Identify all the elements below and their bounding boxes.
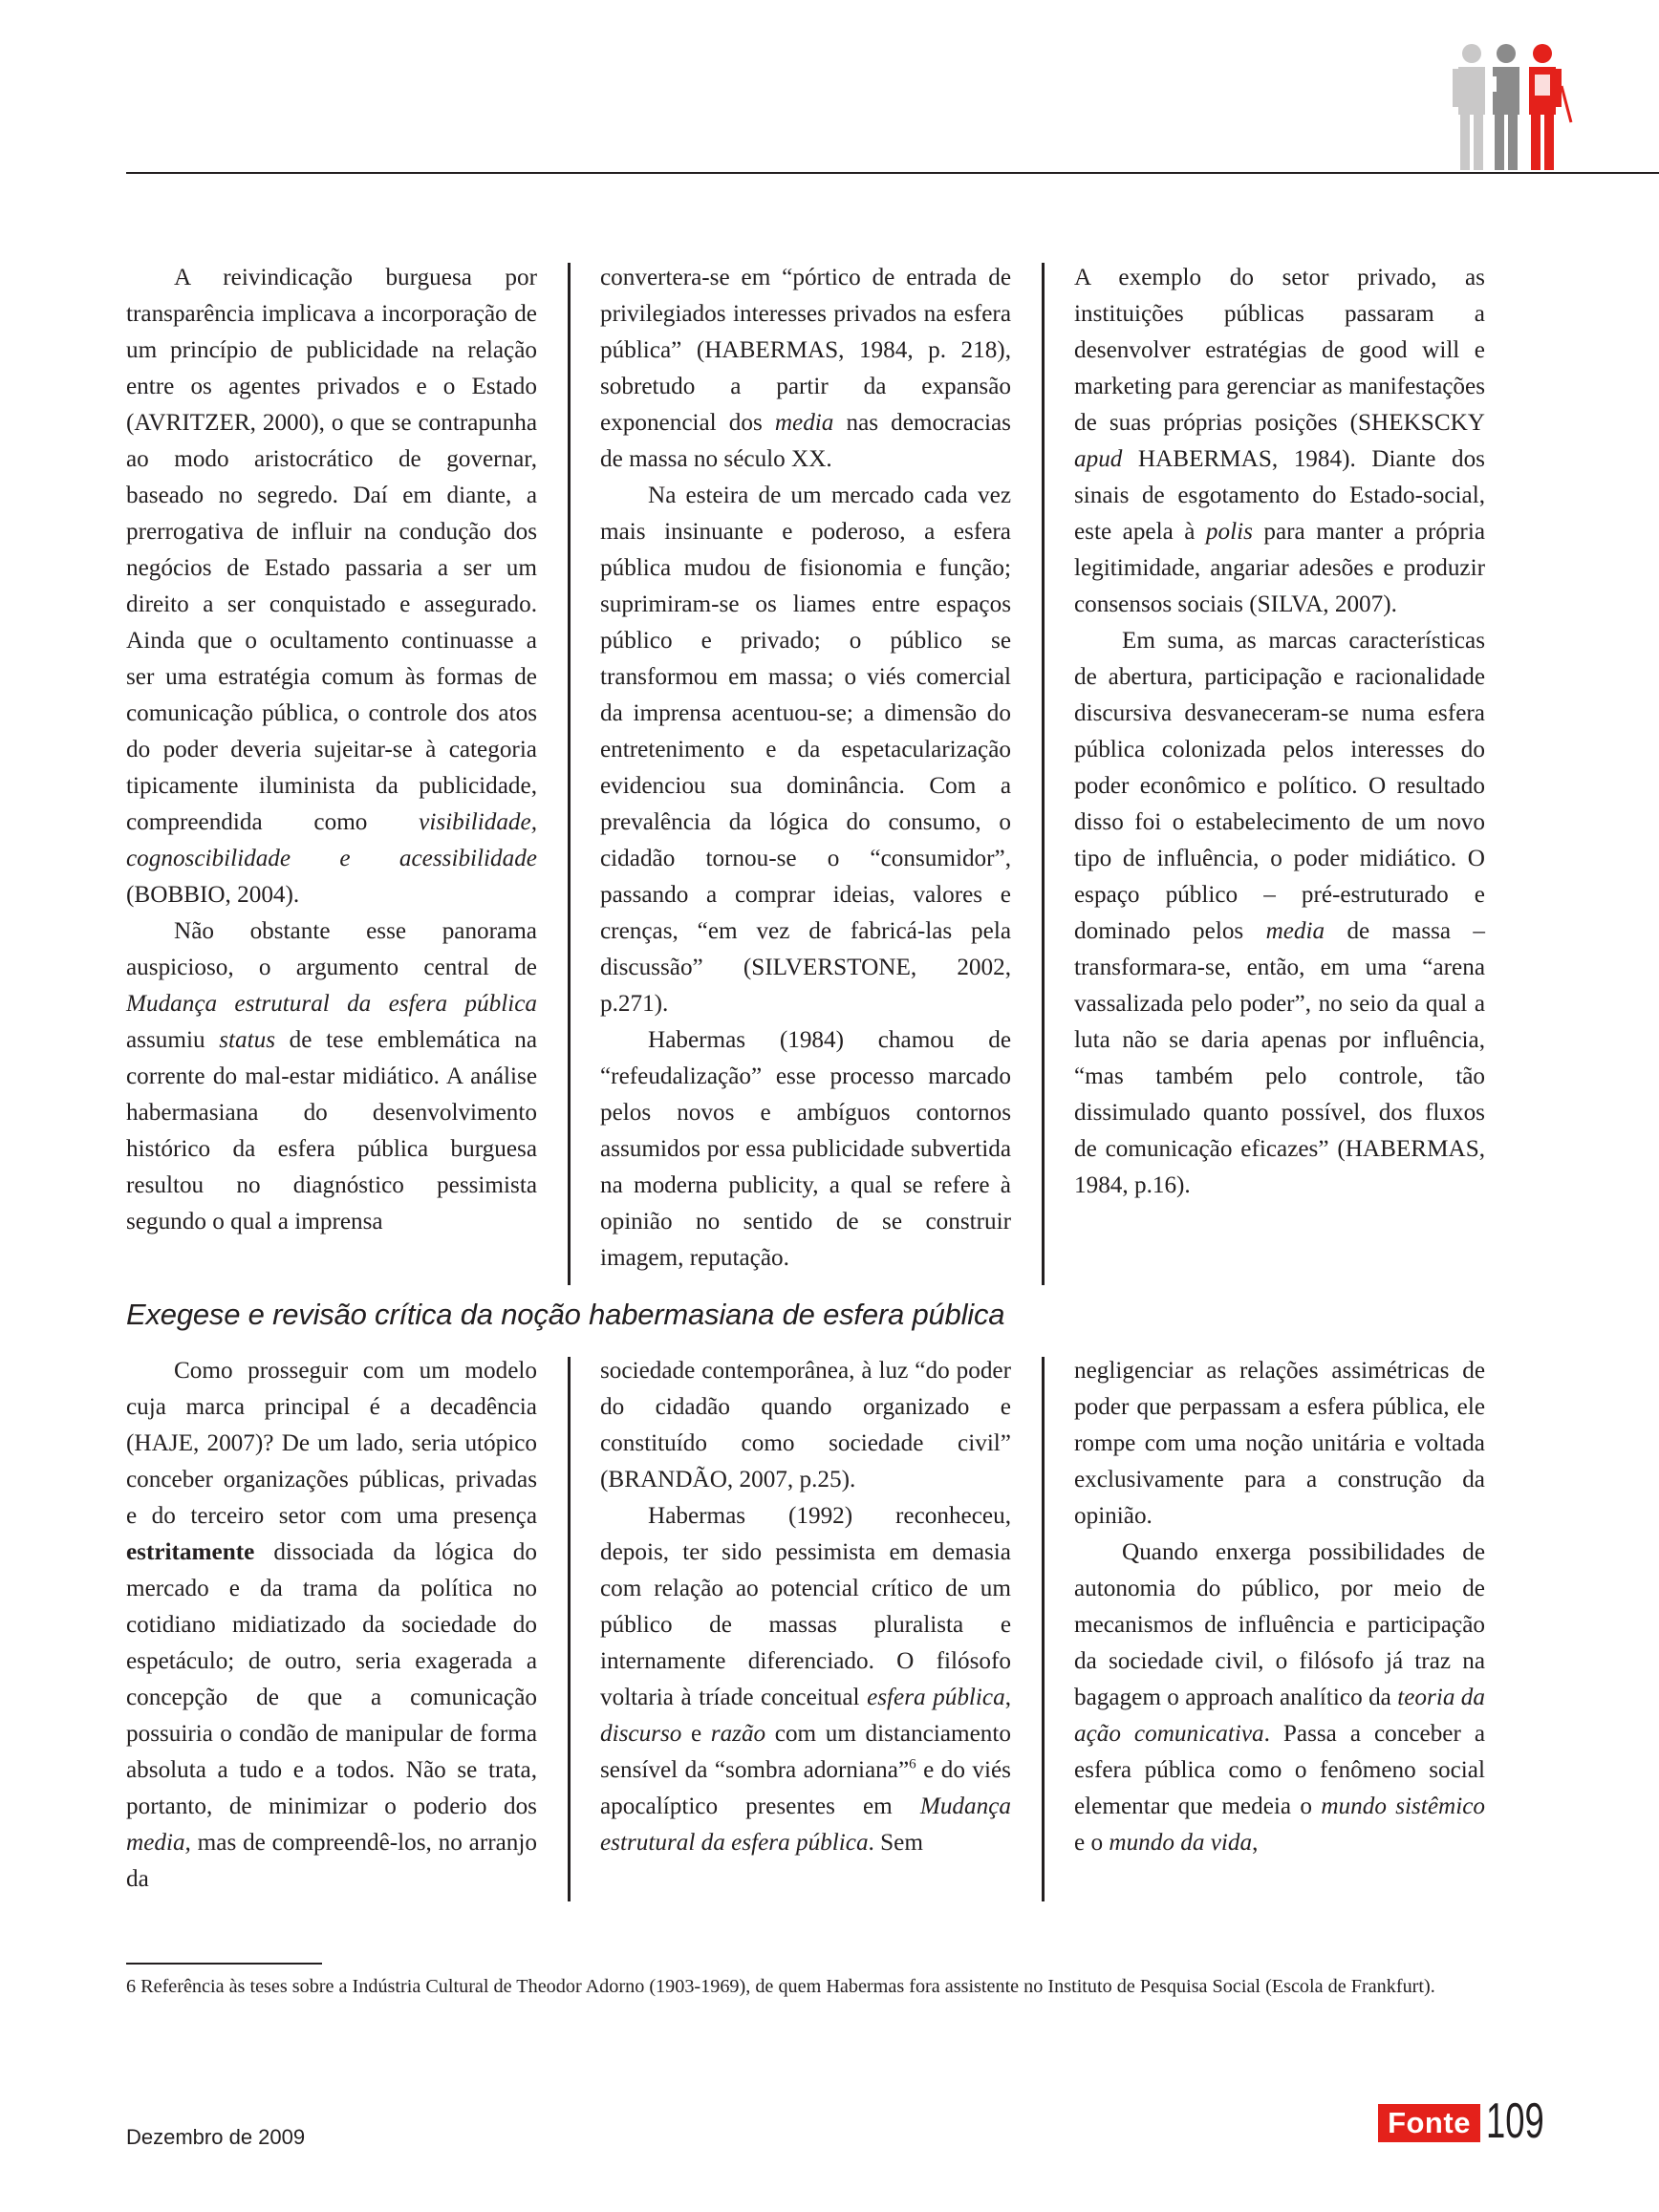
paragraph: Quando enxerga possibilidades de autonomia do público, por meio de mecanismos de influência e participação da sociedade civil, o filósofo já traz na bagagem o approach analítico da teoria da ação comunicativa. Passa a conceber a esfera pública como o fenômeno social elementar que medeia o mundo sistêmico e o mundo da vida, bbox=[1074, 1539, 1486, 1856]
page-number: 109 bbox=[1486, 2094, 1544, 2149]
paragraph: Habermas (1992) reconheceu, depois, ter sido pessimista em demasia com relação ao potencial crítico de um público de massas pluralista e internamente diferenciado. O filósofo voltaria à tríade conceitual esfera pública, discurso e razão com um distanciamento sensível da “sombra adorniana”$^6$ e do viés apocalíptico presentes em Mudança estrutural da esfera pública. Sem bbox=[600, 1503, 1011, 1856]
header-rule bbox=[126, 172, 1659, 174]
paragraph: Habermas (1984) chamou de “refeudalização” esse processo marcado pelos novos e ambíguos contornos assumidos por essa publicidade subvertida na moderna publicity, a qual se refere à opinião no sentido de se construir imagem, reputação. bbox=[600, 1027, 1011, 1271]
section2-column-1 bbox=[126, 1353, 537, 1898]
section1-column-2 bbox=[600, 260, 1011, 1277]
paragraph: negligenciar as relações assimétricas de poder que perpassam a esfera pública, ele rompe com uma noção unitária e voltada exclusivamente para a construção da opinião. bbox=[1074, 1358, 1485, 1529]
section1-column-1 bbox=[126, 260, 537, 1240]
section1-column-3 bbox=[1074, 260, 1485, 1204]
publication-logo: Fonte bbox=[1378, 2104, 1480, 2142]
column-divider bbox=[568, 263, 571, 1285]
paragraph: A reivindicação burguesa por transparência implicava a incorporação de um princípio de publicidade na relação entre os agentes privados e o Estado (AVRITZER, 2000), o que se contrapunha ao modo aristocrático de governar, baseado no segredo. Daí em diante, a prerrogativa de influir na condução dos negócios de Estado passaria a ser um direito a ser conquistado e assegurado. Ainda que o ocultamento continuasse a ser uma estratégia comum às formas de comunicação pública, o controle dos atos do poder deveria sujeitar-se à categoria tipicamente iluminista da publicidade, compreendida como visibilidade, cognoscibilidade e acessibilidade (BOBBIO, 2004). bbox=[126, 265, 537, 908]
paragraph: convertera-se em “pórtico de entrada de privilegiados interesses privados na esfera pública” (HABERMAS, 1984, p. 218), sobretudo a partir da expansão exponencial dos media nas democracias de massa no século XX. bbox=[600, 265, 1011, 472]
footer-date: Dezembro de 2009 bbox=[126, 2125, 306, 2149]
paragraph: Na esteira de um mercado cada vez mais insinuante e poderoso, a esfera pública mudou de fisionomia e função; suprimiram-se os liames entre espaços público e privado; o público se transformou em massa; o viés comercial da imprensa acentuou-se; a dimensão do entretenimento e da espetacularização evidenciou sua dominância. Com a prevalência da lógica do consumo, o cidadão tornou-se o “consumidor”, passando a comprar ideias, valores e crenças, “em vez de fabricá-las pela discussão” (SILVERSTONE, 2002, p.271). bbox=[600, 483, 1011, 1017]
paragraph: Não obstante esse panorama auspicioso, o argumento central de Mudança estrutural da esfera pública assumiu status de tese emblemática na corrente do mal-estar midiático. A análise habermasiana do desenvolvimento histórico da esfera pública burguesa resultou no diagnóstico pessimista segundo o qual a imprensa bbox=[126, 918, 538, 1235]
three-people-icon bbox=[1443, 38, 1577, 172]
paragraph: Como prosseguir com um modelo cuja marca principal é a decadência (HAJE, 2007)? De um lado, seria utópico conceber organizações públicas, privadas e do terceiro setor com uma presença estritamente dissociada da lógica do mercado e da trama da política no cotidiano midiatizado da sociedade do espetáculo; de outro, seria exagerada a concepção de que a comunicação possuiria o condão de manipular de forma absoluta a tudo e a todos. Não se trata, portanto, de minimizar o poderio dos media, mas de compreendê-los, no arranjo da bbox=[126, 1358, 537, 1892]
paragraph: Em suma, as marcas características de abertura, participação e racionalidade discursiva desvaneceram-se numa esfera pública colonizada pelos interesses do poder econômico e político. O resultado disso foi o estabelecimento de um novo tipo de influência, o poder midiático. O espaço público – pré-estruturado e dominado pelos media de massa – transformara-se, então, em uma “arena vassalizada pelo poder”, no seio da qual a luta não se daria apenas por influência, “mas também pelo controle, tão dissimulado quanto possível, dos fluxos de comunicação eficazes” (HABERMAS, 1984, p.16). bbox=[1074, 628, 1486, 1198]
footnote-marker: 6 bbox=[909, 1756, 916, 1772]
footnote-rule bbox=[126, 1963, 322, 1965]
section-heading: Exegese e revisão crítica da noção habermasiana de esfera pública bbox=[126, 1298, 1005, 1331]
section2-column-2 bbox=[600, 1353, 1011, 1861]
paragraph: sociedade contemporânea, à luz “do poder do cidadão quando organizado e constituído como sociedade civil” (BRANDÃO, 2007, p.25). bbox=[600, 1358, 1011, 1493]
column-divider bbox=[1042, 1357, 1045, 1901]
column-divider bbox=[1042, 263, 1045, 1285]
footnote: 6 Referência às teses sobre a Indústria Cultural de Theodor Adorno (1903-1969), de quem Habermas fora assistente no Instituto de Pesquisa Social (Escola de Frankfurt). bbox=[126, 1976, 1435, 1997]
column-divider bbox=[568, 1357, 571, 1901]
paragraph: A exemplo do setor privado, as instituições públicas passaram a desenvolver estratégias de good will e marketing para gerenciar as manifestações de suas próprias posições (SHEKSCKY apud HABERMAS, 1984). Diante dos sinais de esgotamento do Estado-social, este apela à polis para manter a própria legitimidade, angariar adesões e produzir consensos sociais (SILVA, 2007). bbox=[1074, 265, 1486, 617]
section2-column-3 bbox=[1074, 1353, 1485, 1861]
